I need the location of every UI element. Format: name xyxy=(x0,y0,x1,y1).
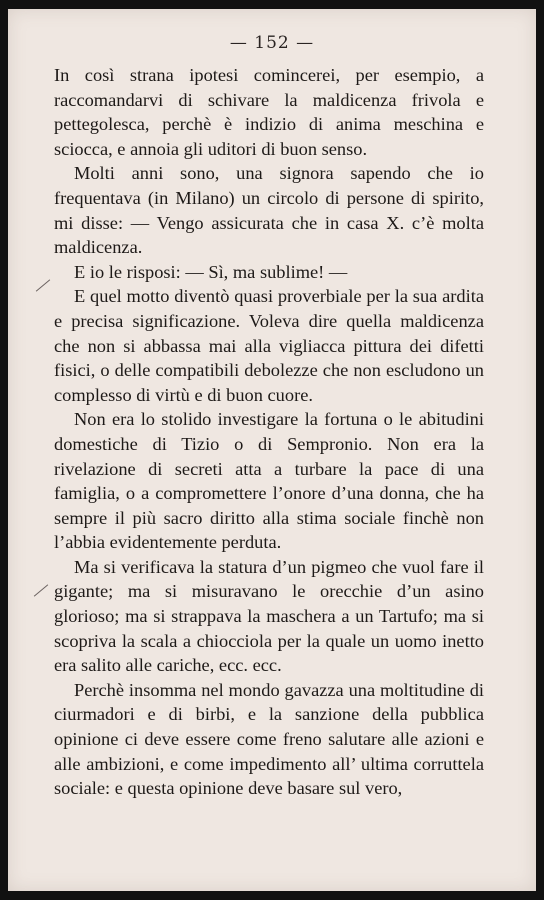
pencil-mark xyxy=(34,584,48,596)
book-page xyxy=(8,9,536,891)
paragraph-1: In così strana ipotesi comincerei, per esempio, a raccomandarvi di schivare la maldicenza frivola e pettegolesca, perchè è indizio di anima meschina e sciocca, e annoia gli uditori di buon senso. xyxy=(54,65,484,159)
paragraph-3: E io le risposi: — Sì, ma sublime! — xyxy=(74,261,348,282)
paragraph-5: Non era lo stolido investigare la fortuna o le abitudini domestiche di Tizio o di Sempronio. Non era la rivelazione di secreti atta a turbare la pace di una famiglia, o a compromettere l’onore d’una donna, che ha sempre il più sacro diritto alla stima sociale finchè non l’abbia evidentemente perduta. xyxy=(54,409,484,553)
paragraph-6: Ma si verificava la statura d’un pigmeo che vuol fare il gigante; ma si misuravano le orecchie d’un asino glorioso; ma si strappava la maschera a un Tartufo; ma si scopriva la scala a chiocciola per la quale un uomo inetto era salito alle cariche, ecc. ecc. xyxy=(54,556,484,676)
paragraph-7: Perchè insomma nel mondo gavazza una moltitudine di ciurmadori e di birbi, e la sanzione della pubblica opinione ci deve essere come freno salutare alle azioni e alle ambizioni, e come impedimento all’ ultima corruttela sociale: e questa opinione deve basare sul vero, xyxy=(54,679,484,799)
paragraph-4: E quel motto diventò quasi proverbiale per la sua ardita e precisa significazione. Voleva dire quella maldicenza che non si abbassa mai alla vigliacca pittura dei difetti fisici, o delle compatibili debolezze che non escludono un complesso di virtù e di buon cuore. xyxy=(54,286,484,405)
paragraph-2: Molti anni sono, una signora sapendo che io frequentava (in Milano) un circolo di persone di spirito, mi disse: — Vengo assicurata che in casa X. c’è molta maldicenza. xyxy=(54,163,484,258)
page-number: — 152 — xyxy=(229,33,315,53)
pencil-mark xyxy=(36,279,50,291)
body-text xyxy=(54,63,484,801)
